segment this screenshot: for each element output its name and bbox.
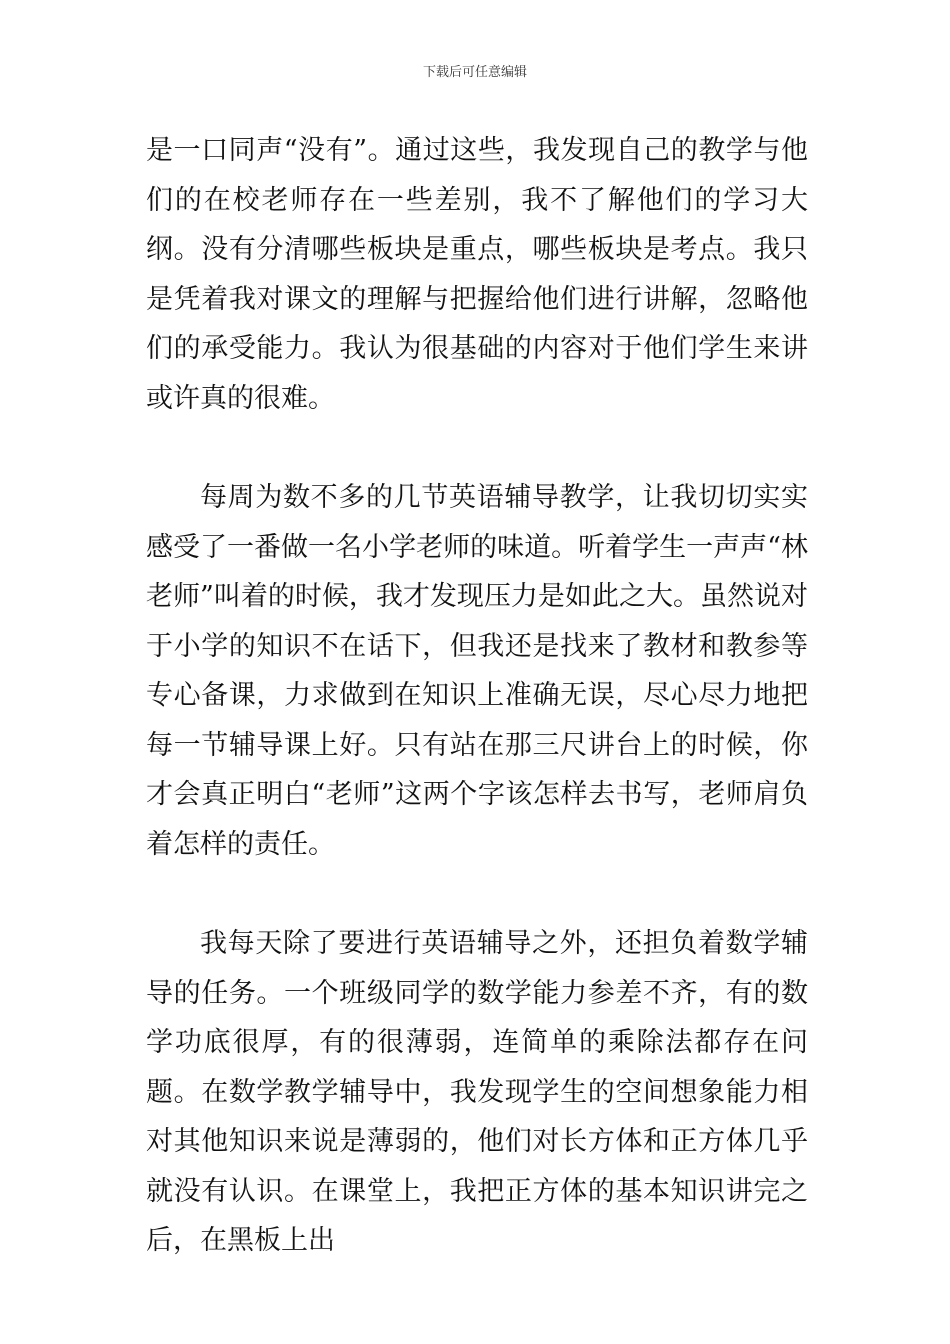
page-header: 下载后可任意编辑 [422,65,527,80]
paragraph-3: 我每天除了要进行英语辅导之外，还担负着数学辅导的任务。一个班级同学的数学能力参差不齐，有的数学功底很厚，有的很薄弱，连简单的乘除法都存在问题。在数学教学辅导中，我发现学生的空间想象能力相对其他知识来说是薄弱的，他们对长方体和正方体几乎就没有认识。在课堂上，我把正方体的基本知识讲完之后，在黑板上出 [146,928,808,1256]
paragraph-1: 是一口同声“没有”。通过这些，我发现自己的教学与他们的在校老师存在一些差别，我不了解他们的学习大纲。没有分清哪些板块是重点，哪些板块是考点。我只是凭着我对课文的理解与把握给他们进行讲解，忽略他们的承受能力。我认为很基础的内容对于他们学生来讲或许真的很难。 [146,135,808,414]
paragraph-2: 每周为数不多的几节英语辅导教学，让我切切实实感受了一番做一名小学老师的味道。听着学生一声声“林老师”叫着的时候，我才发现压力是如此之大。虽然说对于小学的知识不在话下，但我还是找来了教材和教参等专心备课，力求做到在知识上准确无误，尽心尽力地把每一节辅导课上好。只有站在那三尺讲台上的时候，你才会真正明白“老师”这两个字该怎样去书写，老师肩负着怎样的责任。 [146,482,808,860]
document-body [146,126,808,1266]
